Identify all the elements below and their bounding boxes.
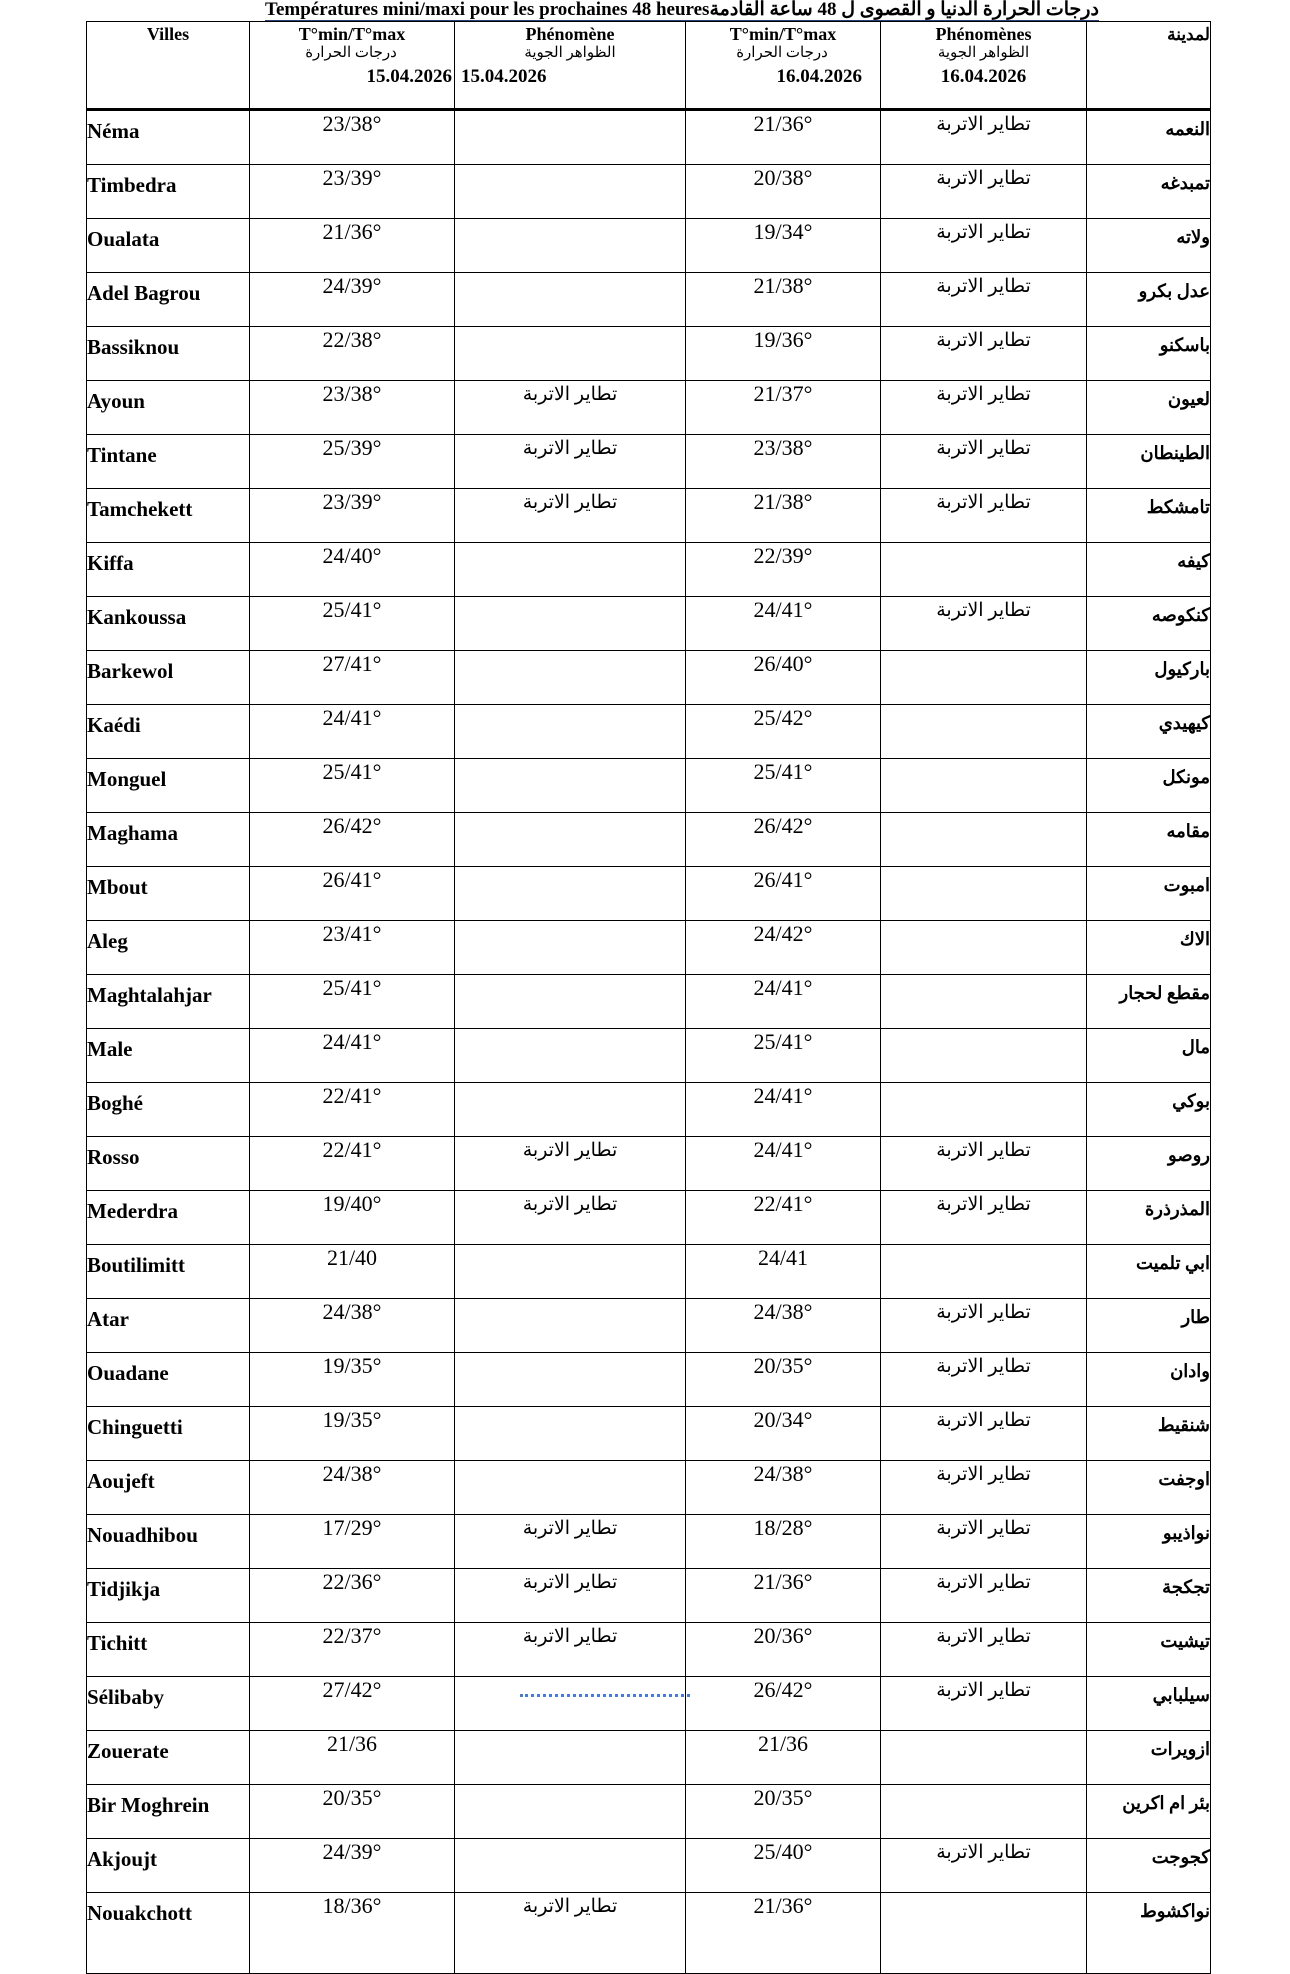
table-row — [87, 1353, 1211, 1407]
temp-day2: 21/36° — [686, 1893, 881, 1974]
phenomenon-day2: تطاير الاتربة — [881, 273, 1087, 327]
phenomenon-day2: تطاير الاتربة — [881, 1839, 1087, 1893]
phenomenon-day2: تطاير الاتربة — [881, 435, 1087, 489]
city-name: Tidjikja — [87, 1569, 250, 1623]
city-name-ar: تمبدغه — [1087, 165, 1211, 219]
phenomenon-day1 — [455, 219, 686, 273]
temp-day1: 24/38° — [250, 1299, 455, 1353]
temp-day2: 24/41° — [686, 1137, 881, 1191]
temp-day1: 19/35° — [250, 1353, 455, 1407]
phenomenon-day2: تطاير الاتربة — [881, 1461, 1087, 1515]
city-name-ar: وادان — [1087, 1353, 1211, 1407]
temp-day2: 20/34° — [686, 1407, 881, 1461]
phenomenon-day2 — [881, 543, 1087, 597]
header-label: لمدينة — [1167, 25, 1210, 44]
temp-day2: 20/35° — [686, 1785, 881, 1839]
temp-day2: 21/37° — [686, 381, 881, 435]
temp-day1: 22/36° — [250, 1569, 455, 1623]
city-name: Kankoussa — [87, 597, 250, 651]
city-name-ar: امبوت — [1087, 867, 1211, 921]
phenomenon-day2 — [881, 867, 1087, 921]
table-row — [87, 597, 1211, 651]
temp-day1: 24/39° — [250, 1839, 455, 1893]
table-row — [87, 1029, 1211, 1083]
phenomenon-day1 — [455, 651, 686, 705]
table-row — [87, 165, 1211, 219]
temp-day1: 24/41° — [250, 1029, 455, 1083]
header-label: T°min/T°max — [298, 24, 406, 44]
phenomenon-day1 — [455, 1353, 686, 1407]
city-name: Aoujeft — [87, 1461, 250, 1515]
city-name-ar: مال — [1087, 1029, 1211, 1083]
table-row — [87, 705, 1211, 759]
city-name-ar: مقطع لحجار — [1087, 975, 1211, 1029]
city-name: Nouadhibou — [87, 1515, 250, 1569]
phenomenon-day1 — [455, 165, 686, 219]
phenomenon-day1 — [455, 1407, 686, 1461]
city-name-ar: روصو — [1087, 1137, 1211, 1191]
phenomenon-day1 — [455, 921, 686, 975]
temp-day1: 25/41° — [250, 759, 455, 813]
phenomenon-day1 — [455, 1083, 686, 1137]
phenomenon-day1 — [455, 543, 686, 597]
table-row — [87, 1245, 1211, 1299]
temp-day1: 23/38° — [250, 381, 455, 435]
city-name: Mederdra — [87, 1191, 250, 1245]
phenomenon-day2: تطاير الاتربة — [881, 1623, 1087, 1677]
header-row — [87, 22, 1211, 110]
temp-day2: 21/38° — [686, 273, 881, 327]
table-row — [87, 813, 1211, 867]
temp-day1: 24/38° — [250, 1461, 455, 1515]
phenomenon-day2 — [881, 705, 1087, 759]
phenomenon-day2: تطاير الاتربة — [881, 1299, 1087, 1353]
table-row — [87, 921, 1211, 975]
city-name: Néma — [87, 110, 250, 165]
city-name-ar: الاك — [1087, 921, 1211, 975]
city-name-ar: اوجفت — [1087, 1461, 1211, 1515]
temp-day2: 24/41° — [686, 975, 881, 1029]
header-label-ar: الظواهر الجوية — [937, 45, 1030, 61]
temp-day1: 21/40 — [250, 1245, 455, 1299]
temp-day1: 26/41° — [250, 867, 455, 921]
city-name: Ayoun — [87, 381, 250, 435]
temp-day1: 18/36° — [250, 1893, 455, 1974]
city-name: Male — [87, 1029, 250, 1083]
temp-day2: 21/36° — [686, 110, 881, 165]
temp-day2: 26/42° — [686, 1677, 881, 1731]
temp-day1: 23/41° — [250, 921, 455, 975]
temp-day1: 21/36 — [250, 1731, 455, 1785]
table-row — [87, 1785, 1211, 1839]
city-name-ar: الطينطان — [1087, 435, 1211, 489]
temp-day1: 24/40° — [250, 543, 455, 597]
city-name: Nouakchott — [87, 1893, 250, 1974]
city-name-ar: كيفه — [1087, 543, 1211, 597]
city-name-ar: لعيون — [1087, 381, 1211, 435]
temp-day2: 26/41° — [686, 867, 881, 921]
temp-day2: 24/41° — [686, 597, 881, 651]
temp-day2: 21/36 — [686, 1731, 881, 1785]
header-city-ar — [1087, 22, 1211, 110]
header-label-ar: الظواهر الجوية — [524, 45, 616, 61]
phenomenon-day2: تطاير الاتربة — [881, 1137, 1087, 1191]
header-phenomenon-day2 — [881, 22, 1087, 110]
phenomenon-day1: تطاير الاتربة — [455, 1893, 686, 1974]
header-villes — [87, 22, 250, 110]
phenomenon-day1 — [455, 273, 686, 327]
phenomenon-day2: تطاير الاتربة — [881, 1515, 1087, 1569]
city-name: Boghé — [87, 1083, 250, 1137]
city-name-ar: مقامه — [1087, 813, 1211, 867]
temp-day1: 24/39° — [250, 273, 455, 327]
phenomenon-day1 — [455, 1245, 686, 1299]
temp-day2: 22/39° — [686, 543, 881, 597]
phenomenon-day1 — [455, 1785, 686, 1839]
phenomenon-day1 — [455, 867, 686, 921]
phenomenon-day2 — [881, 1245, 1087, 1299]
header-label: Villes — [146, 24, 190, 44]
city-name-ar: تجكجة — [1087, 1569, 1211, 1623]
city-name-ar: النعمه — [1087, 110, 1211, 165]
phenomenon-day1: تطاير الاتربة — [455, 1515, 686, 1569]
temp-day2: 25/41° — [686, 759, 881, 813]
temp-day2: 20/38° — [686, 165, 881, 219]
table-row — [87, 110, 1211, 165]
city-name-ar: نواكشوط — [1087, 1893, 1211, 1974]
temperature-table — [86, 21, 1211, 1974]
header-label: T°min/T°max — [729, 24, 837, 44]
title-text: Températures mini/maxi pour les prochaines 48 heuresدرجات الحرارة الدنيا و القصوى ل 48 ساعة القادمة — [265, 0, 1099, 20]
header-temp-day2 — [686, 22, 881, 110]
header-date: 15.04.2026 — [461, 66, 547, 87]
table-row — [87, 543, 1211, 597]
temp-day1: 22/41° — [250, 1083, 455, 1137]
city-name-ar: ولاته — [1087, 219, 1211, 273]
city-name-ar: باركيول — [1087, 651, 1211, 705]
phenomenon-day2 — [881, 813, 1087, 867]
city-name: Maghtalahjar — [87, 975, 250, 1029]
phenomenon-day1: تطاير الاتربة — [455, 1137, 686, 1191]
table-row — [87, 1137, 1211, 1191]
table-row — [87, 1731, 1211, 1785]
phenomenon-day1: تطاير الاتربة — [455, 489, 686, 543]
city-name-ar: كنكوصه — [1087, 597, 1211, 651]
table-row — [87, 327, 1211, 381]
city-name-ar: ازويرات — [1087, 1731, 1211, 1785]
temp-day1: 27/42° — [250, 1677, 455, 1731]
header-date: 16.04.2026 — [776, 66, 862, 87]
phenomenon-day2: تطاير الاتربة — [881, 489, 1087, 543]
temp-day1: 23/38° — [250, 110, 455, 165]
table-row — [87, 1407, 1211, 1461]
table-row — [87, 759, 1211, 813]
phenomenon-day2 — [881, 921, 1087, 975]
phenomenon-day2: تطاير الاتربة — [881, 219, 1087, 273]
phenomenon-day1 — [455, 1299, 686, 1353]
phenomenon-day2: تطاير الاتربة — [881, 1677, 1087, 1731]
phenomenon-day1 — [455, 975, 686, 1029]
phenomenon-day1 — [455, 705, 686, 759]
temp-day1: 27/41° — [250, 651, 455, 705]
phenomenon-day1: تطاير الاتربة — [455, 435, 686, 489]
city-name: Chinguetti — [87, 1407, 250, 1461]
table-row — [87, 1191, 1211, 1245]
temp-day1: 20/35° — [250, 1785, 455, 1839]
temp-day1: 19/35° — [250, 1407, 455, 1461]
city-name: Barkewol — [87, 651, 250, 705]
phenomenon-day1 — [455, 1731, 686, 1785]
temp-day1: 21/36° — [250, 219, 455, 273]
header-date: 16.04.2026 — [940, 66, 1027, 87]
phenomenon-day2: تطاير الاتربة — [881, 110, 1087, 165]
city-name: Oualata — [87, 219, 250, 273]
phenomenon-day2 — [881, 1083, 1087, 1137]
city-name: Aleg — [87, 921, 250, 975]
city-name: Akjoujt — [87, 1839, 250, 1893]
phenomenon-day2 — [881, 1893, 1087, 1974]
table-row — [87, 1839, 1211, 1893]
city-name-ar: شنقيط — [1087, 1407, 1211, 1461]
table-row — [87, 381, 1211, 435]
temp-day2: 25/40° — [686, 1839, 881, 1893]
table-row — [87, 489, 1211, 543]
temp-day2: 24/41 — [686, 1245, 881, 1299]
temp-day2: 19/36° — [686, 327, 881, 381]
city-name: Mbout — [87, 867, 250, 921]
temp-day2: 19/34° — [686, 219, 881, 273]
city-name: Rosso — [87, 1137, 250, 1191]
header-label-ar: درجات الحرارة — [305, 45, 397, 61]
city-name: Tamchekett — [87, 489, 250, 543]
temp-day2: 24/42° — [686, 921, 881, 975]
temp-day1: 22/38° — [250, 327, 455, 381]
city-name-ar: كجوجت — [1087, 1839, 1211, 1893]
city-name-ar: تيشيت — [1087, 1623, 1211, 1677]
city-name-ar: طار — [1087, 1299, 1211, 1353]
temp-day1: 23/39° — [250, 165, 455, 219]
document-title — [232, 0, 1132, 20]
city-name: Bir Moghrein — [87, 1785, 250, 1839]
temp-day2: 24/38° — [686, 1299, 881, 1353]
city-name: Boutilimitt — [87, 1245, 250, 1299]
city-name: Atar — [87, 1299, 250, 1353]
header-label-ar: درجات الحرارة — [736, 45, 828, 61]
city-name-ar: المذرذرة — [1087, 1191, 1211, 1245]
temp-day2: 25/41° — [686, 1029, 881, 1083]
city-name: Adel Bagrou — [87, 273, 250, 327]
phenomenon-day2 — [881, 975, 1087, 1029]
city-name-ar: تامشكط — [1087, 489, 1211, 543]
phenomenon-day2: تطاير الاتربة — [881, 1353, 1087, 1407]
temp-day1: 17/29° — [250, 1515, 455, 1569]
table-row — [87, 975, 1211, 1029]
phenomenon-day2: تطاير الاتربة — [881, 597, 1087, 651]
city-name-ar: سيلبابي — [1087, 1677, 1211, 1731]
temp-day2: 24/41° — [686, 1083, 881, 1137]
table-row — [87, 1299, 1211, 1353]
temp-day1: 26/42° — [250, 813, 455, 867]
phenomenon-day2 — [881, 1785, 1087, 1839]
city-name-ar: مونكل — [1087, 759, 1211, 813]
phenomenon-day2: تطاير الاتربة — [881, 327, 1087, 381]
city-name: Tichitt — [87, 1623, 250, 1677]
city-name: Zouerate — [87, 1731, 250, 1785]
phenomenon-day2 — [881, 651, 1087, 705]
city-name-ar: نواذيبو — [1087, 1515, 1211, 1569]
city-name: Monguel — [87, 759, 250, 813]
header-date: 15.04.2026 — [366, 66, 452, 87]
table-row — [87, 1569, 1211, 1623]
header-label: Phénomène — [525, 24, 615, 44]
phenomenon-day1: تطاير الاتربة — [455, 1191, 686, 1245]
table-row — [87, 219, 1211, 273]
phenomenon-day2: تطاير الاتربة — [881, 165, 1087, 219]
table-row — [87, 273, 1211, 327]
phenomenon-day1 — [455, 1839, 686, 1893]
table-row — [87, 435, 1211, 489]
phenomenon-day1: تطاير الاتربة — [455, 1623, 686, 1677]
temp-day1: 24/41° — [250, 705, 455, 759]
temp-day2: 25/42° — [686, 705, 881, 759]
city-name-ar: باسكنو — [1087, 327, 1211, 381]
city-name-ar: بئر ام اكرين — [1087, 1785, 1211, 1839]
temp-day2: 21/36° — [686, 1569, 881, 1623]
phenomenon-day1 — [455, 759, 686, 813]
temp-day2: 26/40° — [686, 651, 881, 705]
city-name: Timbedra — [87, 165, 250, 219]
temp-day2: 22/41° — [686, 1191, 881, 1245]
city-name-ar: كيهيدي — [1087, 705, 1211, 759]
phenomenon-day1 — [455, 327, 686, 381]
temp-day2: 20/36° — [686, 1623, 881, 1677]
temp-day2: 23/38° — [686, 435, 881, 489]
city-name: Kiffa — [87, 543, 250, 597]
city-name: Tintane — [87, 435, 250, 489]
temp-day1: 22/41° — [250, 1137, 455, 1191]
table-row — [87, 1515, 1211, 1569]
temp-day2: 20/35° — [686, 1353, 881, 1407]
phenomenon-day1: تطاير الاتربة — [455, 381, 686, 435]
phenomenon-day2: تطاير الاتربة — [881, 1569, 1087, 1623]
city-name: Maghama — [87, 813, 250, 867]
temp-day1: 22/37° — [250, 1623, 455, 1677]
city-name-ar: ابي تلميت — [1087, 1245, 1211, 1299]
temp-day1: 19/40° — [250, 1191, 455, 1245]
table-row — [87, 1893, 1211, 1974]
phenomenon-day1 — [455, 1029, 686, 1083]
phenomenon-day1 — [455, 813, 686, 867]
footer-decoration — [520, 1694, 690, 1705]
temp-day2: 21/38° — [686, 489, 881, 543]
city-name: Sélibaby — [87, 1677, 250, 1731]
temp-day1: 25/41° — [250, 597, 455, 651]
phenomenon-day1 — [455, 597, 686, 651]
table-row — [87, 651, 1211, 705]
table-row — [87, 1623, 1211, 1677]
phenomenon-day2: تطاير الاتربة — [881, 1191, 1087, 1245]
temp-day1: 23/39° — [250, 489, 455, 543]
city-name-ar: بوكي — [1087, 1083, 1211, 1137]
phenomenon-day2 — [881, 1731, 1087, 1785]
table-row — [87, 1461, 1211, 1515]
temp-day2: 24/38° — [686, 1461, 881, 1515]
header-phenomenon-day1 — [455, 22, 686, 110]
city-name: Kaédi — [87, 705, 250, 759]
table-row — [87, 1083, 1211, 1137]
header-label: Phénomènes — [935, 24, 1032, 44]
temp-day2: 18/28° — [686, 1515, 881, 1569]
phenomenon-day2 — [881, 759, 1087, 813]
phenomenon-day1 — [455, 1461, 686, 1515]
temp-day2: 26/42° — [686, 813, 881, 867]
header-temp-day1 — [250, 22, 455, 110]
city-name-ar: عدل بكرو — [1087, 273, 1211, 327]
temp-day1: 25/39° — [250, 435, 455, 489]
phenomenon-day2: تطاير الاتربة — [881, 381, 1087, 435]
temp-day1: 25/41° — [250, 975, 455, 1029]
city-name: Ouadane — [87, 1353, 250, 1407]
phenomenon-day2: تطاير الاتربة — [881, 1407, 1087, 1461]
phenomenon-day1: تطاير الاتربة — [455, 1569, 686, 1623]
city-name: Bassiknou — [87, 327, 250, 381]
phenomenon-day2 — [881, 1029, 1087, 1083]
phenomenon-day1 — [455, 110, 686, 165]
table-row — [87, 867, 1211, 921]
